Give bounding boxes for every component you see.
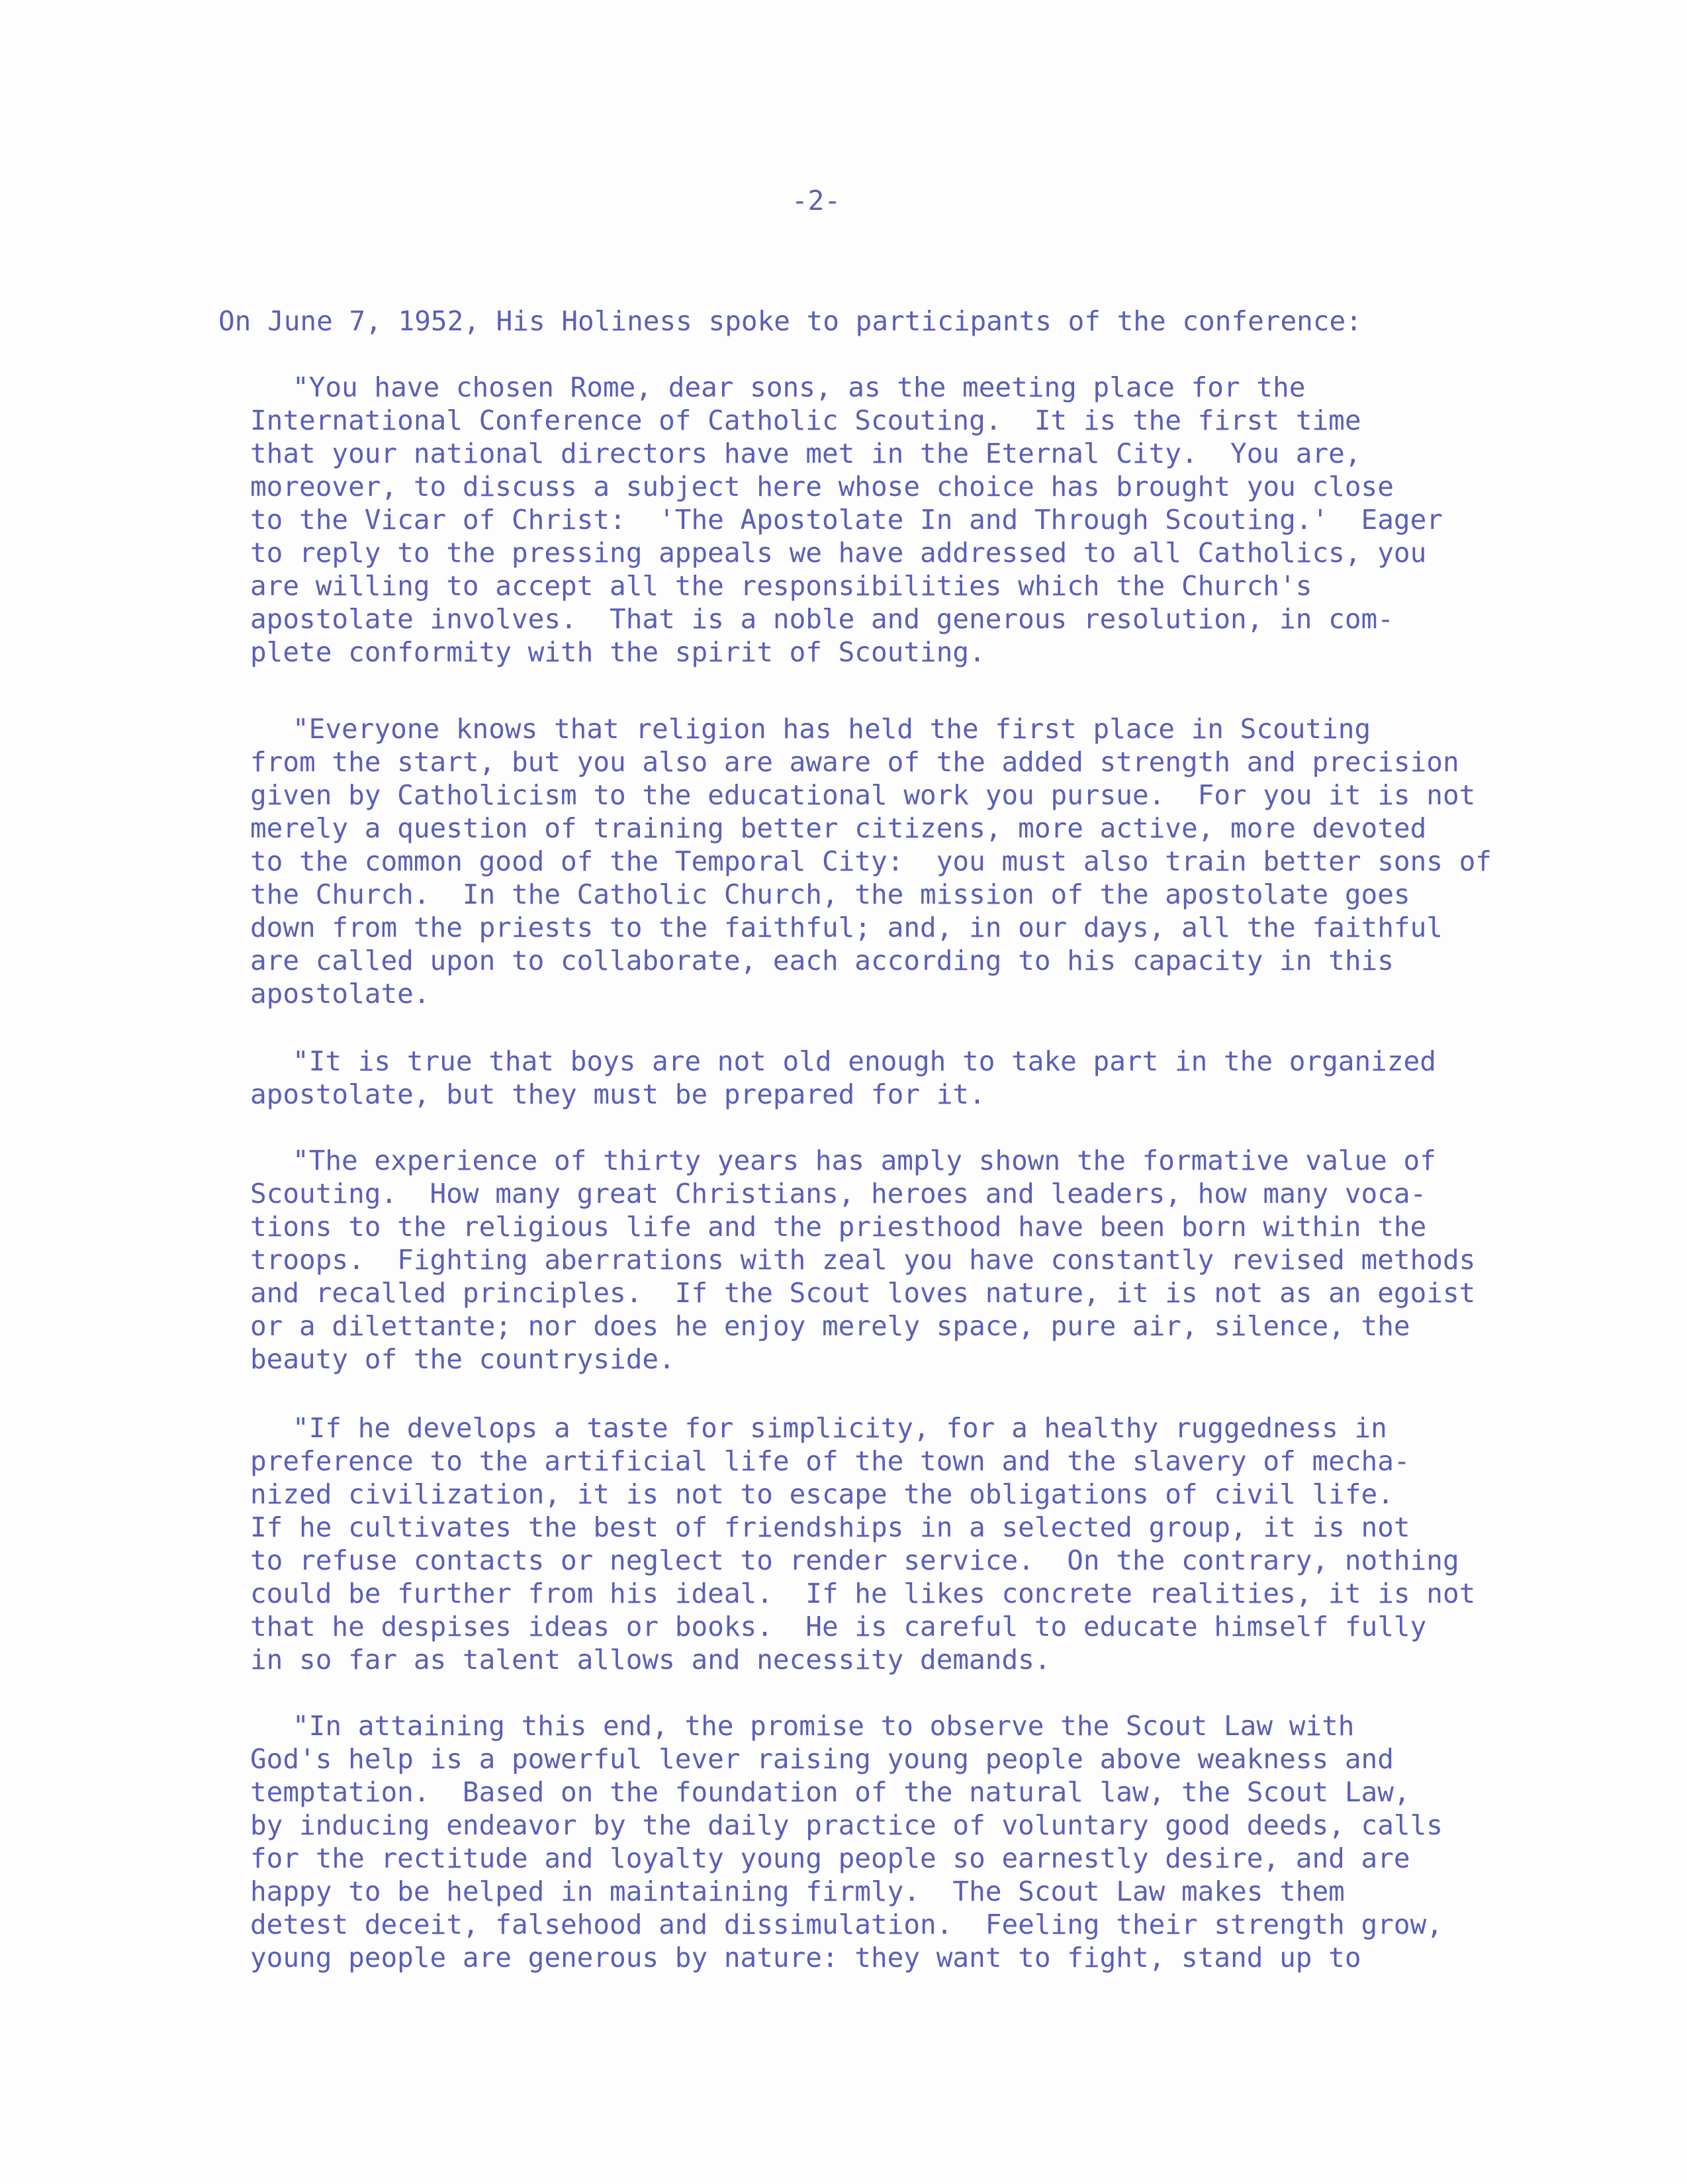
text-line: troops. Fighting aberrations with zeal you have constantly revised methods — [250, 1244, 1476, 1276]
text-line: to reply to the pressing appeals we have addressed to all Catholics, you — [250, 537, 1427, 569]
text-line: for the rectitude and loyalty young people so earnestly desire, and are — [250, 1842, 1410, 1874]
text-line: "In attaining this end, the promise to observe the Scout Law with — [293, 1710, 1355, 1742]
text-line: "It is true that boys are not old enough to take part in the organized — [293, 1045, 1436, 1077]
text-line: "The experience of thirty years has amply shown the formative value of — [293, 1145, 1436, 1176]
page-number: -2- — [792, 185, 841, 216]
text-line: to the Vicar of Christ: 'The Apostolate In and Through Scouting.' Eager — [250, 504, 1443, 536]
text-line: given by Catholicism to the educational work you pursue. For you it is not — [250, 779, 1476, 811]
text-line: or a dilettante; nor does he enjoy merely space, pure air, silence, the — [250, 1310, 1410, 1342]
text-line: nized civilization, it is not to escape the obligations of civil life. — [250, 1478, 1394, 1510]
text-line: "You have chosen Rome, dear sons, as the meeting place for the — [293, 371, 1306, 403]
text-line: by inducing endeavor by the daily practice of voluntary good deeds, calls — [250, 1809, 1443, 1841]
text-line: happy to be helped in maintaining firmly. The Scout Law makes them — [250, 1875, 1345, 1907]
text-line: young people are generous by nature: they want to fight, stand up to — [250, 1942, 1361, 1973]
text-line: detest deceit, falsehood and dissimulation. Feeling their strength grow, — [250, 1909, 1443, 1940]
text-line: moreover, to discuss a subject here whose choice has brought you close — [250, 471, 1394, 502]
text-line: from the start, but you also are aware of the added strength and precision — [250, 746, 1459, 778]
text-line: If he cultivates the best of friendships in a selected group, it is not — [250, 1511, 1410, 1543]
text-line: temptation. Based on the foundation of the natural law, the Scout Law, — [250, 1776, 1410, 1808]
text-line: "Everyone knows that religion has held the first place in Scouting — [293, 713, 1371, 745]
text-line: are called upon to collaborate, each according to his capacity in this — [250, 945, 1394, 976]
text-line: preference to the artificial life of the town and the slavery of mecha- — [250, 1445, 1410, 1477]
text-line: apostolate involves. That is a noble and generous resolution, in com- — [250, 603, 1394, 635]
text-line: God's help is a powerful lever raising young people above weakness and — [250, 1743, 1394, 1775]
text-line: to the common good of the Temporal City: you must also train better sons of — [250, 845, 1492, 877]
text-line: could be further from his ideal. If he likes concrete realities, it is not — [250, 1578, 1476, 1609]
text-line: that he despises ideas or books. He is careful to educate himself fully — [250, 1611, 1427, 1642]
text-line: apostolate. — [250, 978, 430, 1010]
text-line: the Church. In the Catholic Church, the mission of the apostolate goes — [250, 878, 1410, 910]
text-line: "If he develops a taste for simplicity, for a healthy ruggedness in — [293, 1412, 1387, 1444]
text-line: apostolate, but they must be prepared for it. — [250, 1078, 985, 1110]
text-line: plete conformity with the spirit of Scouting. — [250, 636, 985, 668]
text-line: merely a question of training better citizens, more active, more devoted — [250, 812, 1427, 844]
text-line: Scouting. How many great Christians, heroes and leaders, how many voca- — [250, 1178, 1427, 1210]
text-line: are willing to accept all the responsibilities which the Church's — [250, 570, 1312, 602]
text-line: that your national directors have met in the Eternal City. You are, — [250, 438, 1361, 469]
intro-line: On June 7, 1952, His Holiness spoke to participants of the conference: — [218, 305, 1362, 337]
text-line: and recalled principles. If the Scout loves nature, it is not as an egoist — [250, 1277, 1476, 1309]
text-line: in so far as talent allows and necessity demands. — [250, 1644, 1051, 1676]
text-line: down from the priests to the faithful; and, in our days, all the faithful — [250, 912, 1443, 943]
text-line: beauty of the countryside. — [250, 1343, 675, 1375]
text-line: International Conference of Catholic Scouting. It is the first time — [250, 404, 1361, 436]
text-line: tions to the religious life and the priesthood have been born within the — [250, 1211, 1427, 1243]
text-line: to refuse contacts or neglect to render service. On the contrary, nothing — [250, 1544, 1459, 1576]
